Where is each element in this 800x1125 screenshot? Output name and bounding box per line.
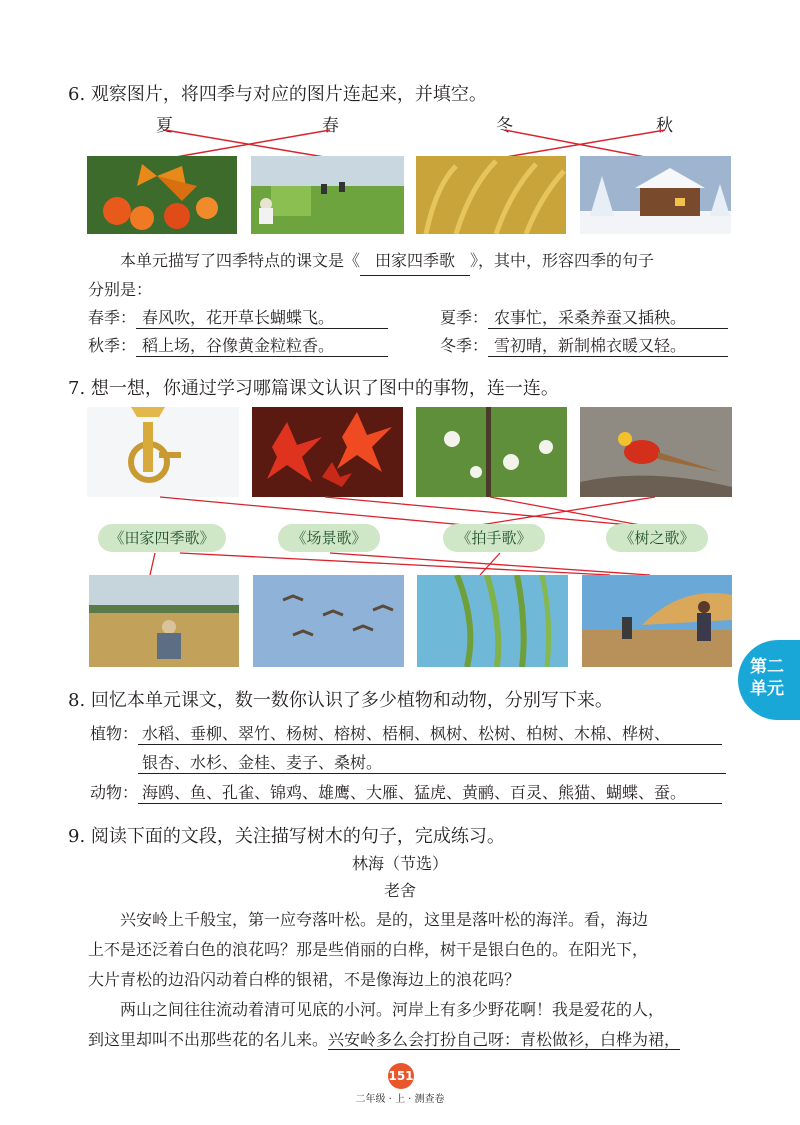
season-summer: 夏	[156, 116, 173, 136]
essay-p1-line3: 大片青松的边沿闪动着白桦的银裙，不是像海边上的浪花吗？	[88, 970, 521, 989]
winter-row	[440, 333, 728, 357]
autumn-row	[88, 333, 388, 357]
essay-p2-line1: 两山之间往往流动着清可见底的小河。河岸上有多少野花啊！我是爱花的人，	[120, 1000, 665, 1019]
q7-title: 7. 想一想，你通过学习哪篇课文认识了图中的事物，连一连。	[68, 378, 559, 399]
unit-tab-line2: 单元	[750, 679, 784, 699]
golden-rice-photo	[416, 156, 566, 234]
tuba-photo	[87, 407, 239, 497]
season-winter: 冬	[496, 116, 513, 136]
grain-winnowing-photo	[582, 575, 732, 667]
winter-label: 冬季：	[440, 336, 489, 355]
pill-tianjia-siji-ge: 《田家四季歌》	[98, 524, 226, 552]
pill-shuzhi-ge: 《树之歌》	[606, 524, 708, 552]
essay-body	[88, 905, 738, 1055]
season-spring: 春	[322, 116, 339, 136]
essay-p1-line1: 兴安岭上千般宝，第一应夸落叶松。是的，这里是落叶松的海洋。看，海边	[120, 910, 649, 929]
wild-geese-photo	[253, 575, 404, 667]
essay-author: 老舍	[383, 881, 416, 900]
lesson-fill: 田家四季歌	[360, 247, 470, 276]
red-maple-photo	[252, 407, 403, 497]
animals-row	[90, 780, 722, 804]
q6-connection-lines	[0, 0, 800, 160]
butterfly-flowers-photo	[87, 156, 237, 234]
pill-paishou-ge: 《拍手歌》	[443, 524, 545, 552]
essay-p1-line2: 上不是还泛着白色的浪花吗？那是些俏丽的白桦，树干是银白色的。在阳光下，	[88, 940, 649, 959]
essay-p2-line2a: 到这里却叫不出那些花的名儿来。	[88, 1030, 329, 1049]
essay-p2-line2b-underlined: 兴安岭多么会打扮自己呀：青松做衫，白桦为裙，	[328, 1030, 681, 1049]
harvest-field-photo	[89, 575, 239, 667]
season-autumn: 秋	[656, 116, 673, 136]
cotton-tree-photo	[416, 407, 567, 497]
para-suffix: 》，其中，形容四季的句子	[470, 251, 655, 270]
footer-label: 二年级 · 上 · 测查卷	[355, 1094, 445, 1105]
plants-row	[90, 721, 722, 745]
autumn-label: 秋季：	[88, 336, 137, 355]
unit-tab	[738, 640, 800, 720]
summer-answer: 农事忙，采桑养蚕又插秧。	[488, 305, 728, 329]
autumn-answer: 稻上场，谷像黄金粒粒香。	[136, 333, 388, 357]
plants-row2	[138, 750, 726, 774]
plants-line1: 水稻、垂柳、翠竹、杨树、榕树、梧桐、枫树、松树、柏树、木棉、桦树、	[138, 721, 722, 745]
q6-title: 6. 观察图片，将四季与对应的图片连起来，并填空。	[68, 84, 487, 105]
animals-line: 海鸥、鱼、孔雀、锦鸡、雄鹰、大雁、猛虎、黄鹂、百灵、熊猫、蝴蝶、蚕。	[138, 780, 722, 804]
summer-row	[440, 305, 728, 329]
para-prefix: 本单元描写了四季特点的课文是《	[120, 251, 361, 270]
winter-answer: 雪初晴，新制棉衣暖又轻。	[488, 333, 728, 357]
q9-title: 9. 阅读下面的文段，关注描写树木的句子，完成练习。	[68, 826, 505, 847]
spring-row	[88, 305, 388, 329]
spring-label: 春季：	[88, 308, 137, 327]
para-line2: 分别是：	[88, 280, 153, 299]
essay-title: 林海（节选）	[351, 854, 448, 873]
q8-title: 8. 回忆本单元课文，数一数你认识了多少植物和动物，分别写下来。	[68, 690, 613, 711]
plants-line2: 银杏、水杉、金桂、麦子、桑树。	[138, 750, 726, 774]
unit-tab-line1: 第二	[750, 657, 784, 677]
pill-changjing-ge: 《场景歌》	[278, 524, 380, 552]
animals-label: 动物：	[90, 783, 139, 802]
rice-planting-photo	[251, 156, 404, 234]
summer-label: 夏季：	[440, 308, 489, 327]
weeping-willow-photo	[417, 575, 568, 667]
snow-cabin-photo	[580, 156, 731, 234]
page-number: 151	[388, 1063, 414, 1089]
q6-paragraph	[88, 247, 738, 304]
golden-pheasant-photo	[580, 407, 732, 497]
plants-label: 植物：	[90, 724, 139, 743]
spring-answer: 春风吹，花开草长蝴蝶飞。	[136, 305, 388, 329]
